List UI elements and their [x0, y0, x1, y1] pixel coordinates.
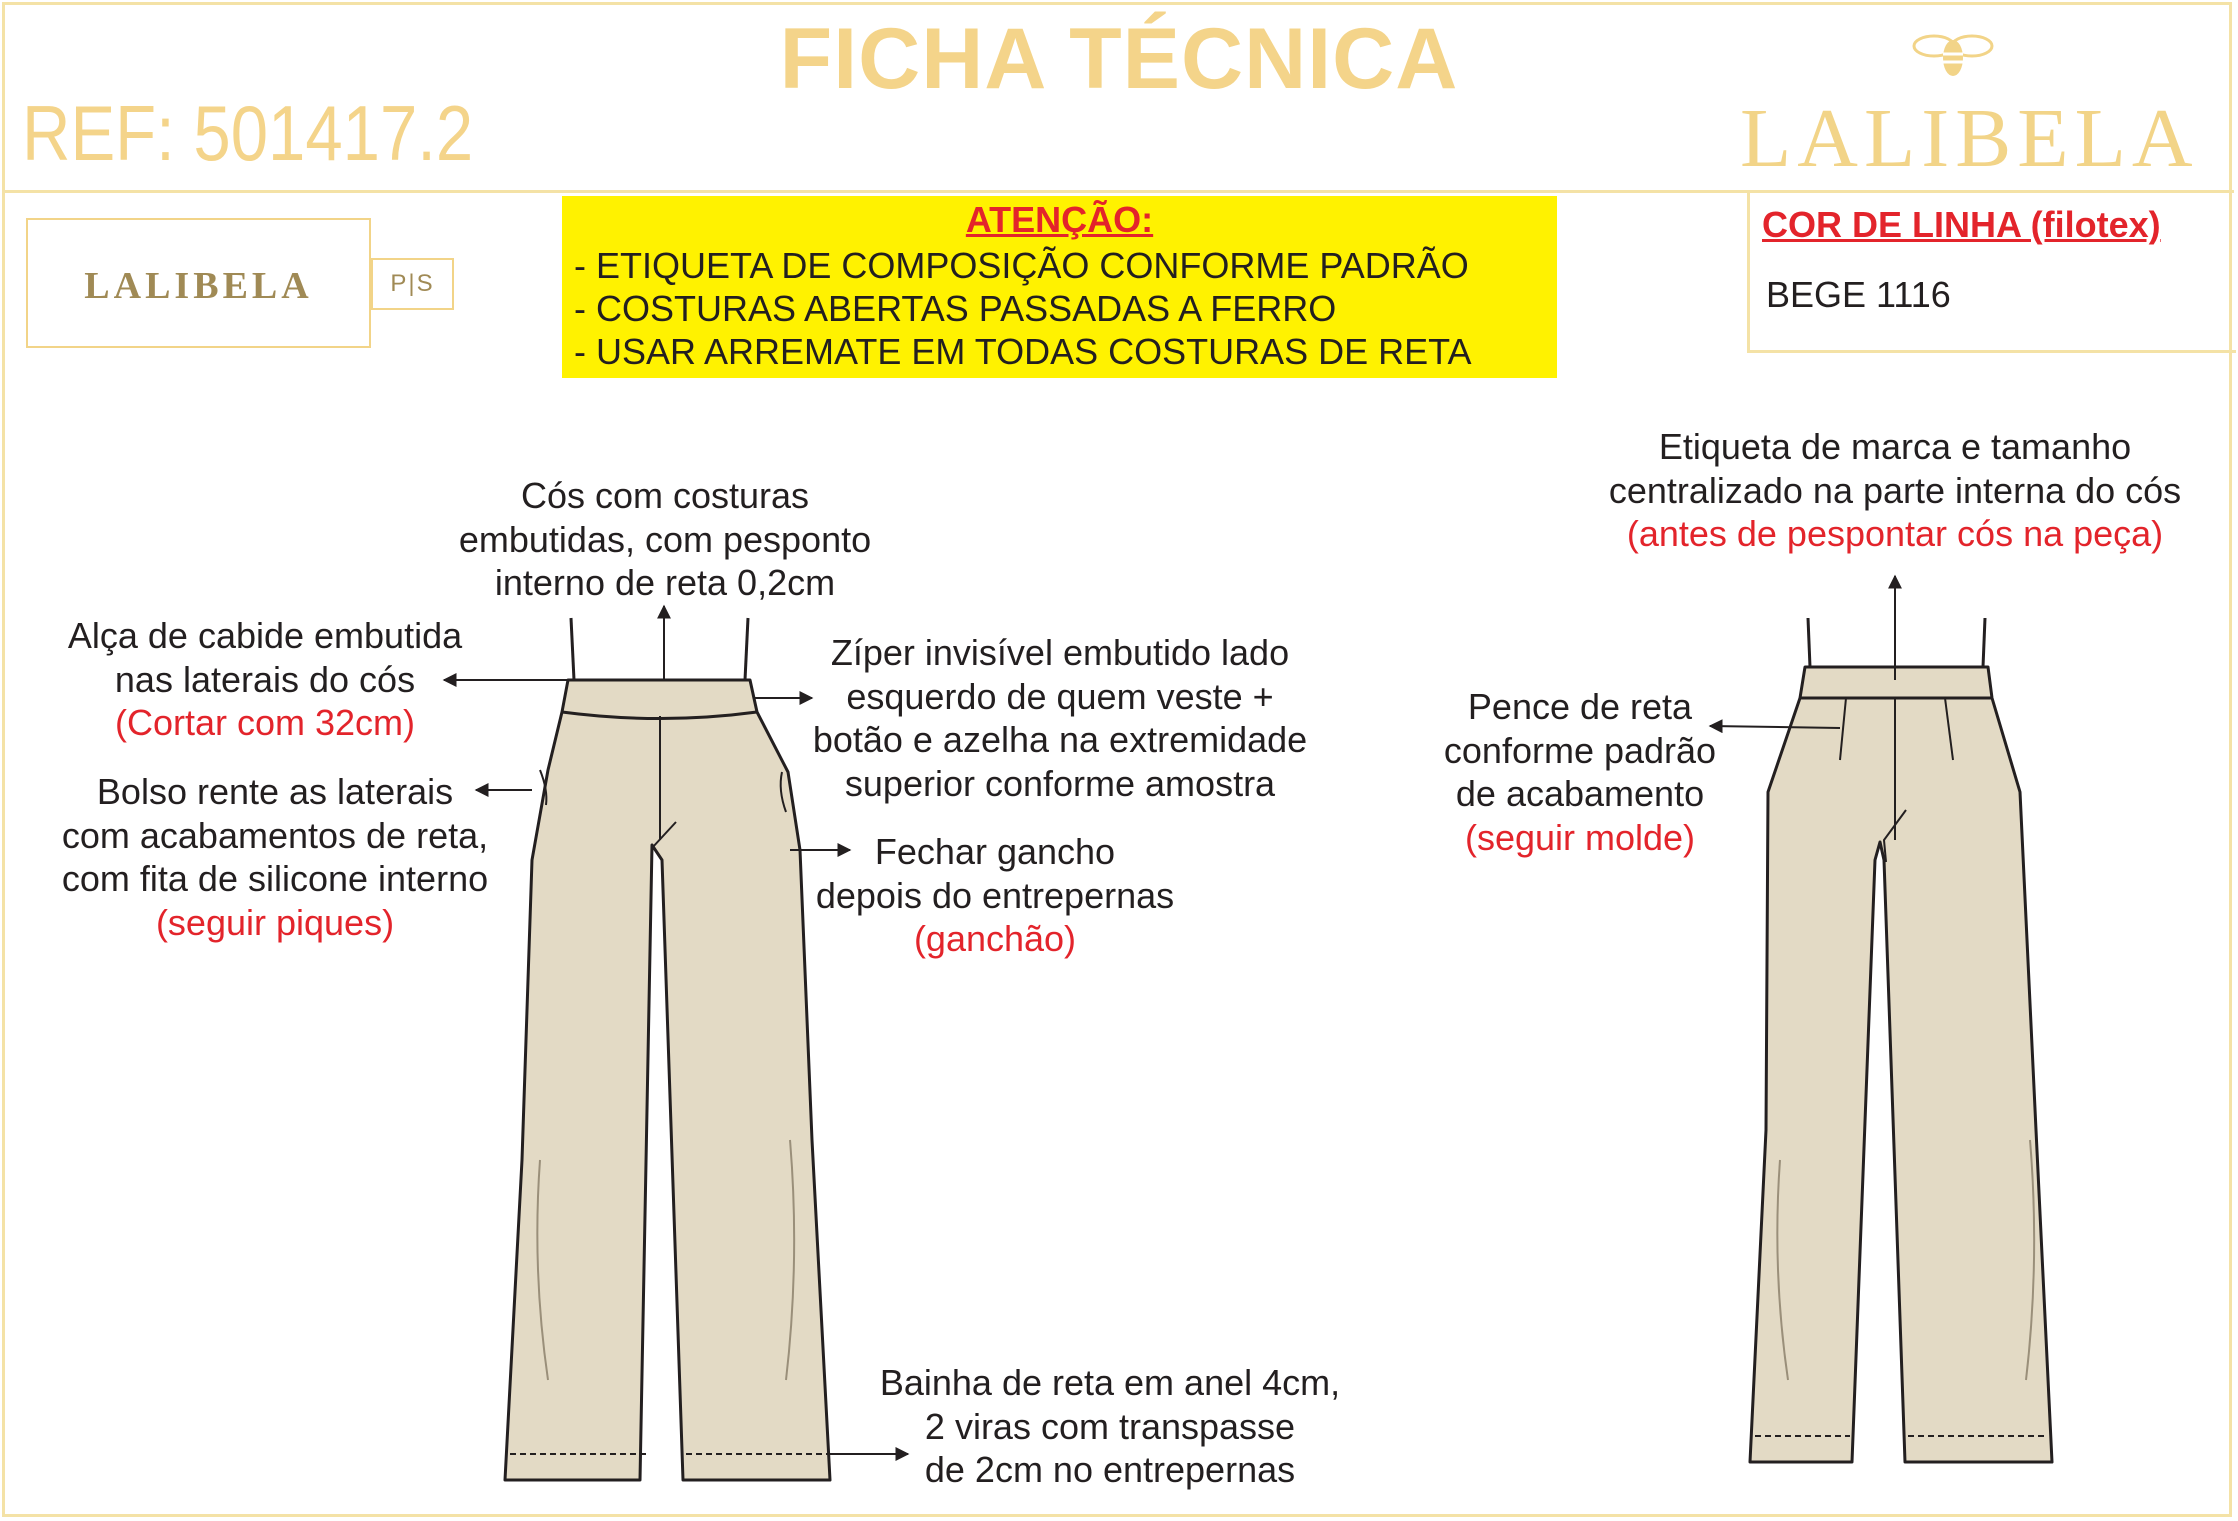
note-pocket: [30, 770, 520, 944]
note-line: de acabamento: [1455, 773, 1705, 814]
note-line: embutidas, com pesponto: [458, 518, 872, 560]
note-line-red: (antes de pespontar cós na peça): [1626, 513, 2164, 554]
note-line: Pence de reta: [1467, 686, 1693, 727]
note-line: Cós com costuras: [520, 475, 810, 516]
note-line: botão e azelha na extremidade: [812, 719, 1308, 760]
attention-line: - COSTURAS ABERTAS PASSADAS A FERRO: [574, 288, 1337, 329]
note-line: com acabamentos de reta,: [61, 814, 489, 856]
note-line-red: (ganchão): [913, 918, 1077, 959]
note-line-red: (seguir piques): [155, 901, 395, 943]
note-line-red: (seguir molde): [1464, 816, 1696, 858]
note-waistband: [440, 474, 890, 605]
attention-line: - USAR ARREMATE EM TODAS COSTURAS DE RETA: [574, 331, 1472, 372]
note-line: 2 viras com transpasse: [924, 1405, 1296, 1447]
note-line: com fita de silicone interno: [61, 858, 489, 899]
note-zipper: [790, 631, 1330, 805]
note-dart: [1420, 685, 1740, 859]
note-line: depois do entrepernas: [815, 874, 1175, 916]
note-line: conforme padrão: [1443, 729, 1717, 771]
front-pants-sketch: [505, 618, 830, 1480]
note-line: nas laterais do cós: [114, 658, 416, 700]
note-line: Bolso rente as laterais: [96, 771, 454, 812]
thread-color-title: COR DE LINHA (filotex): [1762, 204, 2161, 245]
note-line: Fechar gancho: [874, 831, 1116, 872]
note-line: interno de reta 0,2cm: [494, 562, 836, 603]
note-back-label: [1560, 425, 2230, 556]
note-line: de 2cm no entrepernas: [924, 1449, 1296, 1490]
reference-code: REF: 501417.2: [22, 89, 474, 177]
note-line-red: (Cortar com 32cm): [114, 702, 416, 743]
note-line: Etiqueta de marca e tamanho: [1658, 426, 2132, 467]
size-tab: P|S: [371, 258, 454, 310]
note-crotch: [790, 830, 1200, 961]
note-line: superior conforme amostra: [844, 762, 1276, 804]
back-pants-sketch: [1750, 618, 2052, 1462]
note-line: esquerdo de quem veste +: [846, 675, 1274, 717]
label-brand-text: LALIBELA: [84, 265, 313, 307]
note-line: centralizado na parte interna do cós: [1608, 469, 2182, 511]
page-title: FICHA TÉCNICA: [779, 11, 1459, 107]
note-hanger-loop: [40, 614, 490, 745]
brand-logo: LALIBELA: [1740, 92, 2199, 185]
note-line: Zíper invisível embutido lado: [830, 632, 1290, 673]
note-hem: [855, 1361, 1365, 1492]
note-line: Alça de cabide embutida: [67, 615, 463, 656]
thread-color-value: BEGE 1116: [1766, 274, 1951, 315]
note-line: Bainha de reta em anel 4cm,: [879, 1362, 1341, 1403]
attention-line: - ETIQUETA DE COMPOSIÇÃO CONFORME PADRÃO: [574, 245, 1469, 286]
attention-title: ATENÇÃO:: [965, 199, 1154, 240]
